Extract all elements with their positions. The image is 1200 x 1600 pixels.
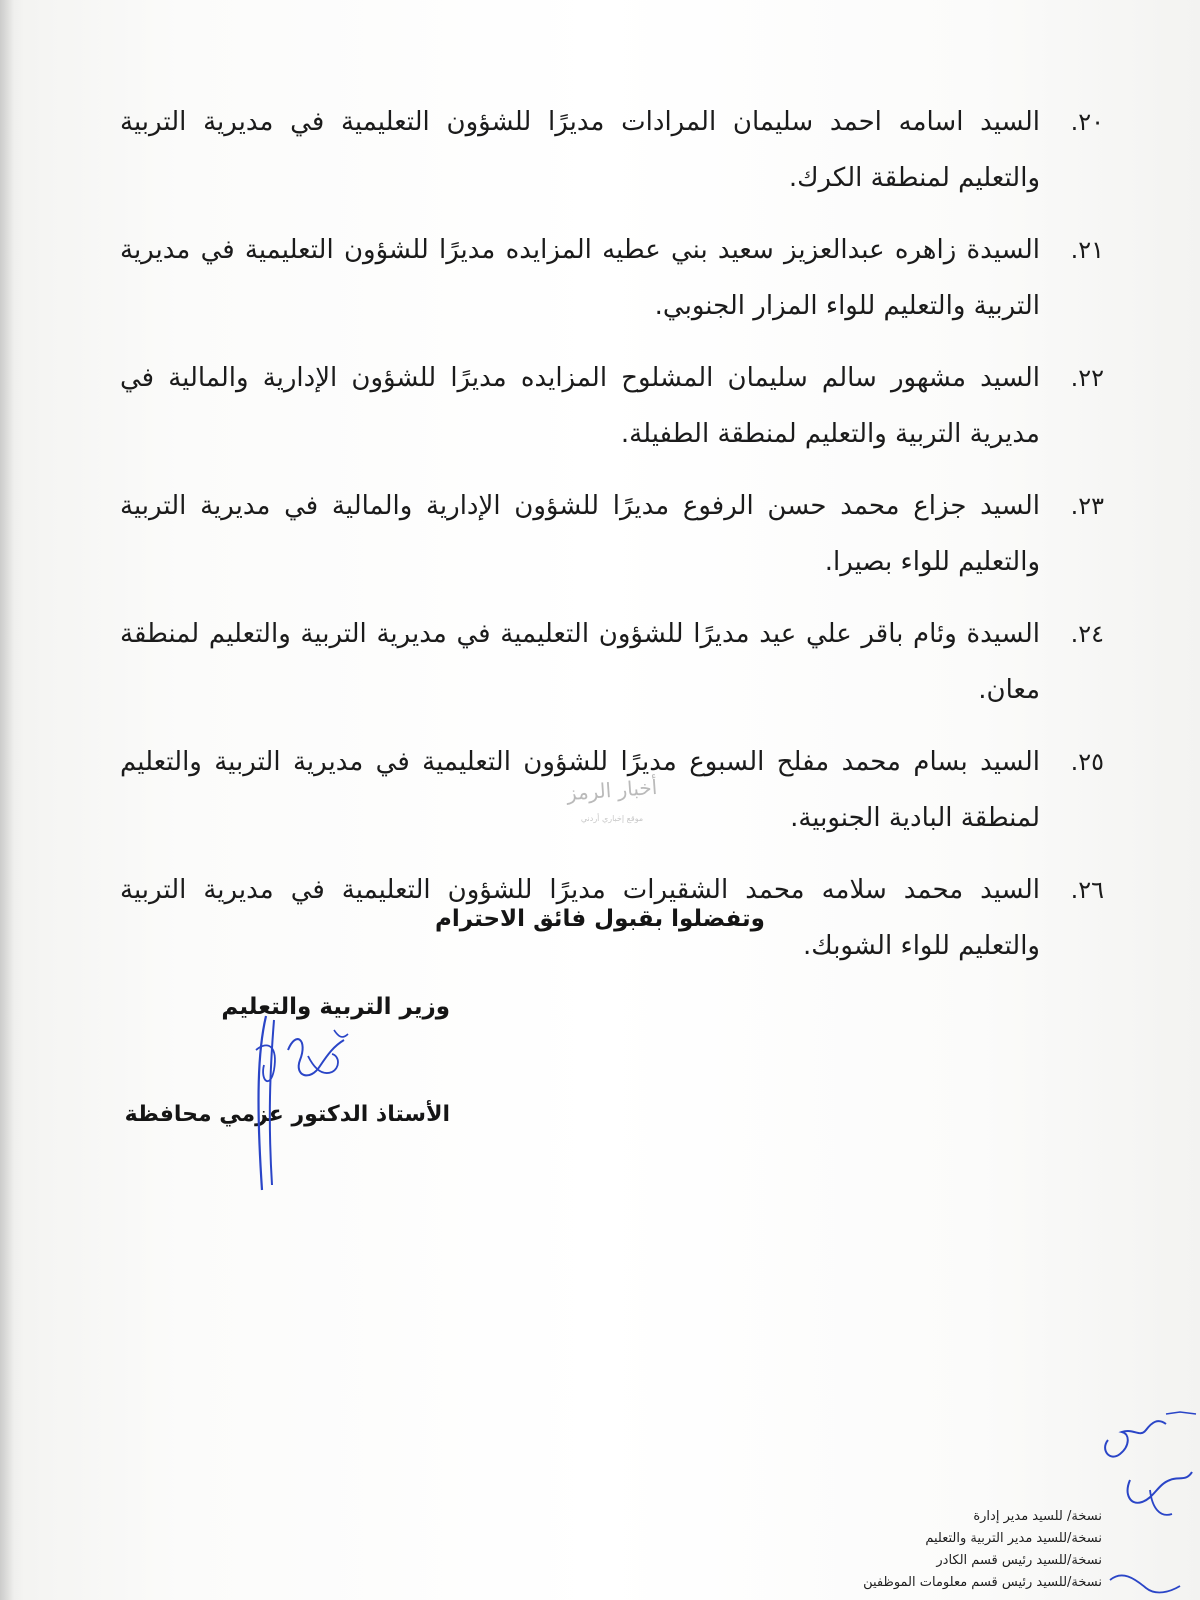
watermark-text: أخبار الرمز <box>566 774 658 806</box>
item-number: ٢٠. <box>1070 108 1104 136</box>
item-number: ٢٣. <box>1070 492 1104 520</box>
page-edge-shadow <box>0 0 14 1600</box>
list-item <box>120 94 1110 206</box>
list-item <box>120 350 1110 462</box>
item-text: السيدة زاهره عبدالعزيز سعيد بني عطيه المزايده مديرًا للشؤون التعليمية في مديرية التربية والتعليم للواء المزار الجنوبي. <box>120 235 1040 321</box>
handwritten-signature <box>248 1010 368 1200</box>
copy-line: نسخة/للسيد مدير التربية والتعليم <box>925 1531 1102 1546</box>
item-text: السيد محمد سلامه محمد الشقيرات مديرًا للشؤون التعليمية في مديرية التربية والتعليم للواء الشوبك. <box>120 875 1040 961</box>
item-number: ٢١. <box>1070 236 1104 264</box>
watermark-logo <box>542 762 682 842</box>
item-number: ٢٦. <box>1070 876 1104 904</box>
item-text: السيد مشهور سالم سليمان المشلوح المزايده مديرًا للشؤون الإدارية والمالية في مديرية التربية والتعليم لمنطقة الطفيلة. <box>120 363 1040 449</box>
list-item <box>120 222 1110 334</box>
closing-salutation: وتفضلوا بقبول فائق الاحترام <box>435 906 765 932</box>
copy-line: نسخة/للسيد رئيس قسم الكادر <box>936 1553 1102 1568</box>
initials-mark <box>1100 1410 1200 1600</box>
item-text: السيد اسامه احمد سليمان المرادات مديرًا للشؤون التعليمية في مديرية التربية والتعليم لمنطقة الكرك. <box>120 107 1040 193</box>
appointments-list <box>120 94 1110 990</box>
list-item <box>120 478 1110 590</box>
signatory-title: وزير التربية والتعليم <box>221 994 450 1020</box>
watermark-subtext: موقع إخباري أردني <box>580 814 644 823</box>
item-text: السيد بسام محمد مفلح السبوع مديرًا للشؤون التعليمية في مديرية التربية والتعليم لمنطقة البادية الجنوبية. <box>120 747 1040 833</box>
item-number: ٢٢. <box>1070 364 1104 392</box>
copies-list <box>802 1506 1102 1594</box>
signatory-name: الأستاذ الدكتور عزمي محافظة <box>124 1102 450 1127</box>
item-text: السيد جزاع محمد حسن الرفوع مديرًا للشؤون الإدارية والمالية في مديرية التربية والتعليم للواء بصيرا. <box>120 491 1040 577</box>
item-number: ٢٤. <box>1070 620 1104 648</box>
list-item <box>120 606 1110 718</box>
copy-line: نسخة/للسيد رئيس قسم معلومات الموظفين <box>863 1575 1102 1590</box>
item-text: السيدة وئام باقر علي عيد مديرًا للشؤون التعليمية في مديرية التربية والتعليم لمنطقة معان. <box>120 619 1040 705</box>
item-number: ٢٥. <box>1070 748 1104 776</box>
copy-line: نسخة/ للسيد مدير إدارة <box>973 1509 1102 1524</box>
